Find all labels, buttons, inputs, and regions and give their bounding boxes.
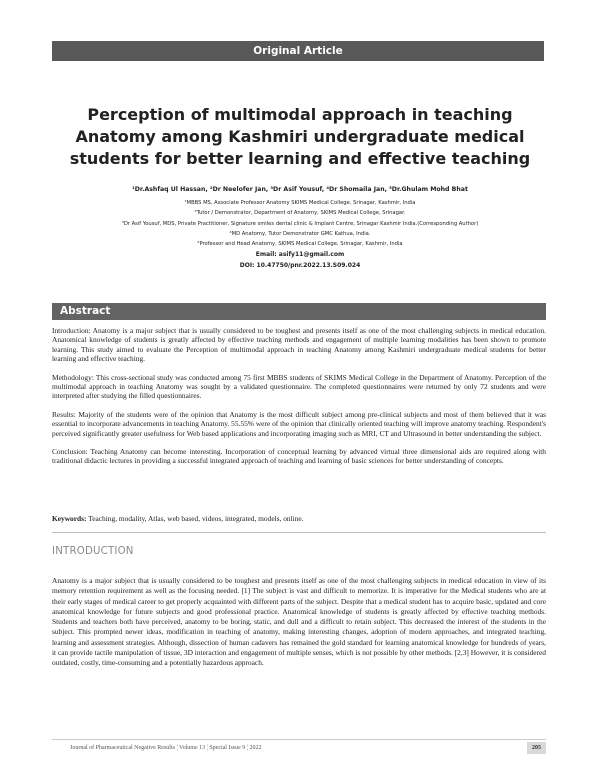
introduction-paragraph: Anatomy is a major subject that is usually considered to be toughest and presents itself as one of the most challenging subjects in medical education in view of its memory retention requirement as well as the focusing needed. [1] The subject is vast and difficult to memorize. It is imperative for the Medical students who are at their early stages of medical career to get properly acquainted with different parts of the subject. Despite that a medical student has to acquire basic, updated and core anatomical knowledge for future subjects and good professional practice. Anatomical knowledge of students is greatly affected by effective teaching methods. Students and teachers both have perceived, anatomy to be boring, static, and dull and a difficult to retain subject. This decreased the interest of the students in the subject. This prompted newer ideas, modification in teaching of anatomy, making interesting changes, adoption of modern approaches, and integrated teaching, learning and assessment strategies. Although, dissection of human cadavers has remained the gold standard for learning anatomical knowledge for hundreds of years, it can provide tactile manipulation of tissue, 3D interaction and engagement of multiple senses, which is not possible by other methods. [2,3] However, it is considered outdated, costly, time-consuming and a potentially hazardous approach. <box>52 576 546 668</box>
doi-link[interactable]: DOI: 10.47750/pnr.2022.13.S09.024 <box>239 262 361 270</box>
keywords-label: Keywords: <box>52 514 87 523</box>
affiliation-5: ⁵Professor and Head Anatomy, SKIMS Medical College, Srinagar, Kashmir, India <box>197 241 403 248</box>
introduction-body <box>52 576 546 669</box>
abstract-introduction: Introduction: Anatomy is a major subject that is usually considered to be toughest and presents itself as one of the most challenging subjects in medical education. Anatomical knowledge of students is greatly affected by effective teaching methods and engagement of multiple learning modalities has been shown to promote learning. This study aimed to evaluate the Perception of multimodal approach in teaching Anatomy among Kashmiri undergraduate medical students for better learning and effective teaching. <box>52 326 546 364</box>
author-list: ¹Dr.Ashfaq Ul Hassan, ²Dr Neelofer Jan, ³Dr Asif Yousuf, ⁴Dr Shomaila Jan, ⁵Dr.Ghulam Mohd Bhat <box>132 186 468 193</box>
page-number: 205 <box>527 742 546 754</box>
abstract-heading: Abstract <box>52 303 546 320</box>
abstract-results: Results: Majority of the students were of the opinion that Anatomy is the most difficult subject among pre-clinical subjects and most of them believed that it was essential to incorporate advancements in teaching Anatomy. 55.55% were of the opinion that clinically oriented teaching will improve anatomy teaching. Respondent's perceived significantly greater usefulness for Web based applications and incorporating imaging such as MRI, CT and Ultrasound in better understanding the subject. <box>52 409 546 438</box>
affiliation-2: ²Tutor / Demonstrator, Department of Anatomy, SKIMS Medical College, Srinagar. <box>194 210 406 217</box>
section-divider <box>52 532 546 533</box>
affiliation-4: ⁴MD Anatomy, Tutor Demonstrator GMC Kathua, India. <box>229 230 371 237</box>
introduction-heading: INTRODUCTION <box>52 546 134 557</box>
abstract-body <box>52 326 546 475</box>
corresponding-email[interactable]: Email: asify11@gmail.com <box>255 251 345 259</box>
author-block <box>70 184 530 271</box>
footer-journal: Journal of Pharmaceutical Negative Results ¦ Volume 13 ¦ Special Issue 9 ¦ 2022 <box>70 745 262 751</box>
affiliation-3: ³Dr Asif Yousuf, MDS, Private Practitioner, Signature smiles dental clinic & Implant Centre, Srinagar Kashmir India.(Corresponding Author) <box>121 220 479 227</box>
keywords-line <box>52 514 546 523</box>
affiliation-1: ¹MBBS MS, Associate Professor Anatomy SKIMS Medical College, Srinagar, Kashmir, India <box>184 200 416 206</box>
footer-divider <box>52 739 546 740</box>
abstract-conclusion: Conclusion: Teaching Anatomy can become interesting. Incorporation of conceptual learning by advanced virtual three dimensional aids are required along with traditional didactic lectures in providing a successful integrated approach of teaching and learning of basic sciences for better understanding of concepts. <box>52 447 546 466</box>
abstract-methodology: Methodology: This cross-sectional study was conducted among 75 first MBBS students of SKIMS Medical College in the Department of Anatomy. Perception of the multimodal approach in teaching Anatomy was sought by a validated questionnaire. The completed questionnaires were returned by only 72 students and were interpreted after studying the filled questionnaires. <box>52 372 546 401</box>
article-title: Perception of multimodal approach in teaching Anatomy among Kashmiri undergraduate medical students for better learning and effective teaching <box>69 105 531 168</box>
article-type-banner: Original Article <box>52 41 544 61</box>
page-footer <box>52 742 546 754</box>
keywords-text: Teaching, modality, Atlas, web based, videos, integrated, models, online. <box>88 514 304 523</box>
